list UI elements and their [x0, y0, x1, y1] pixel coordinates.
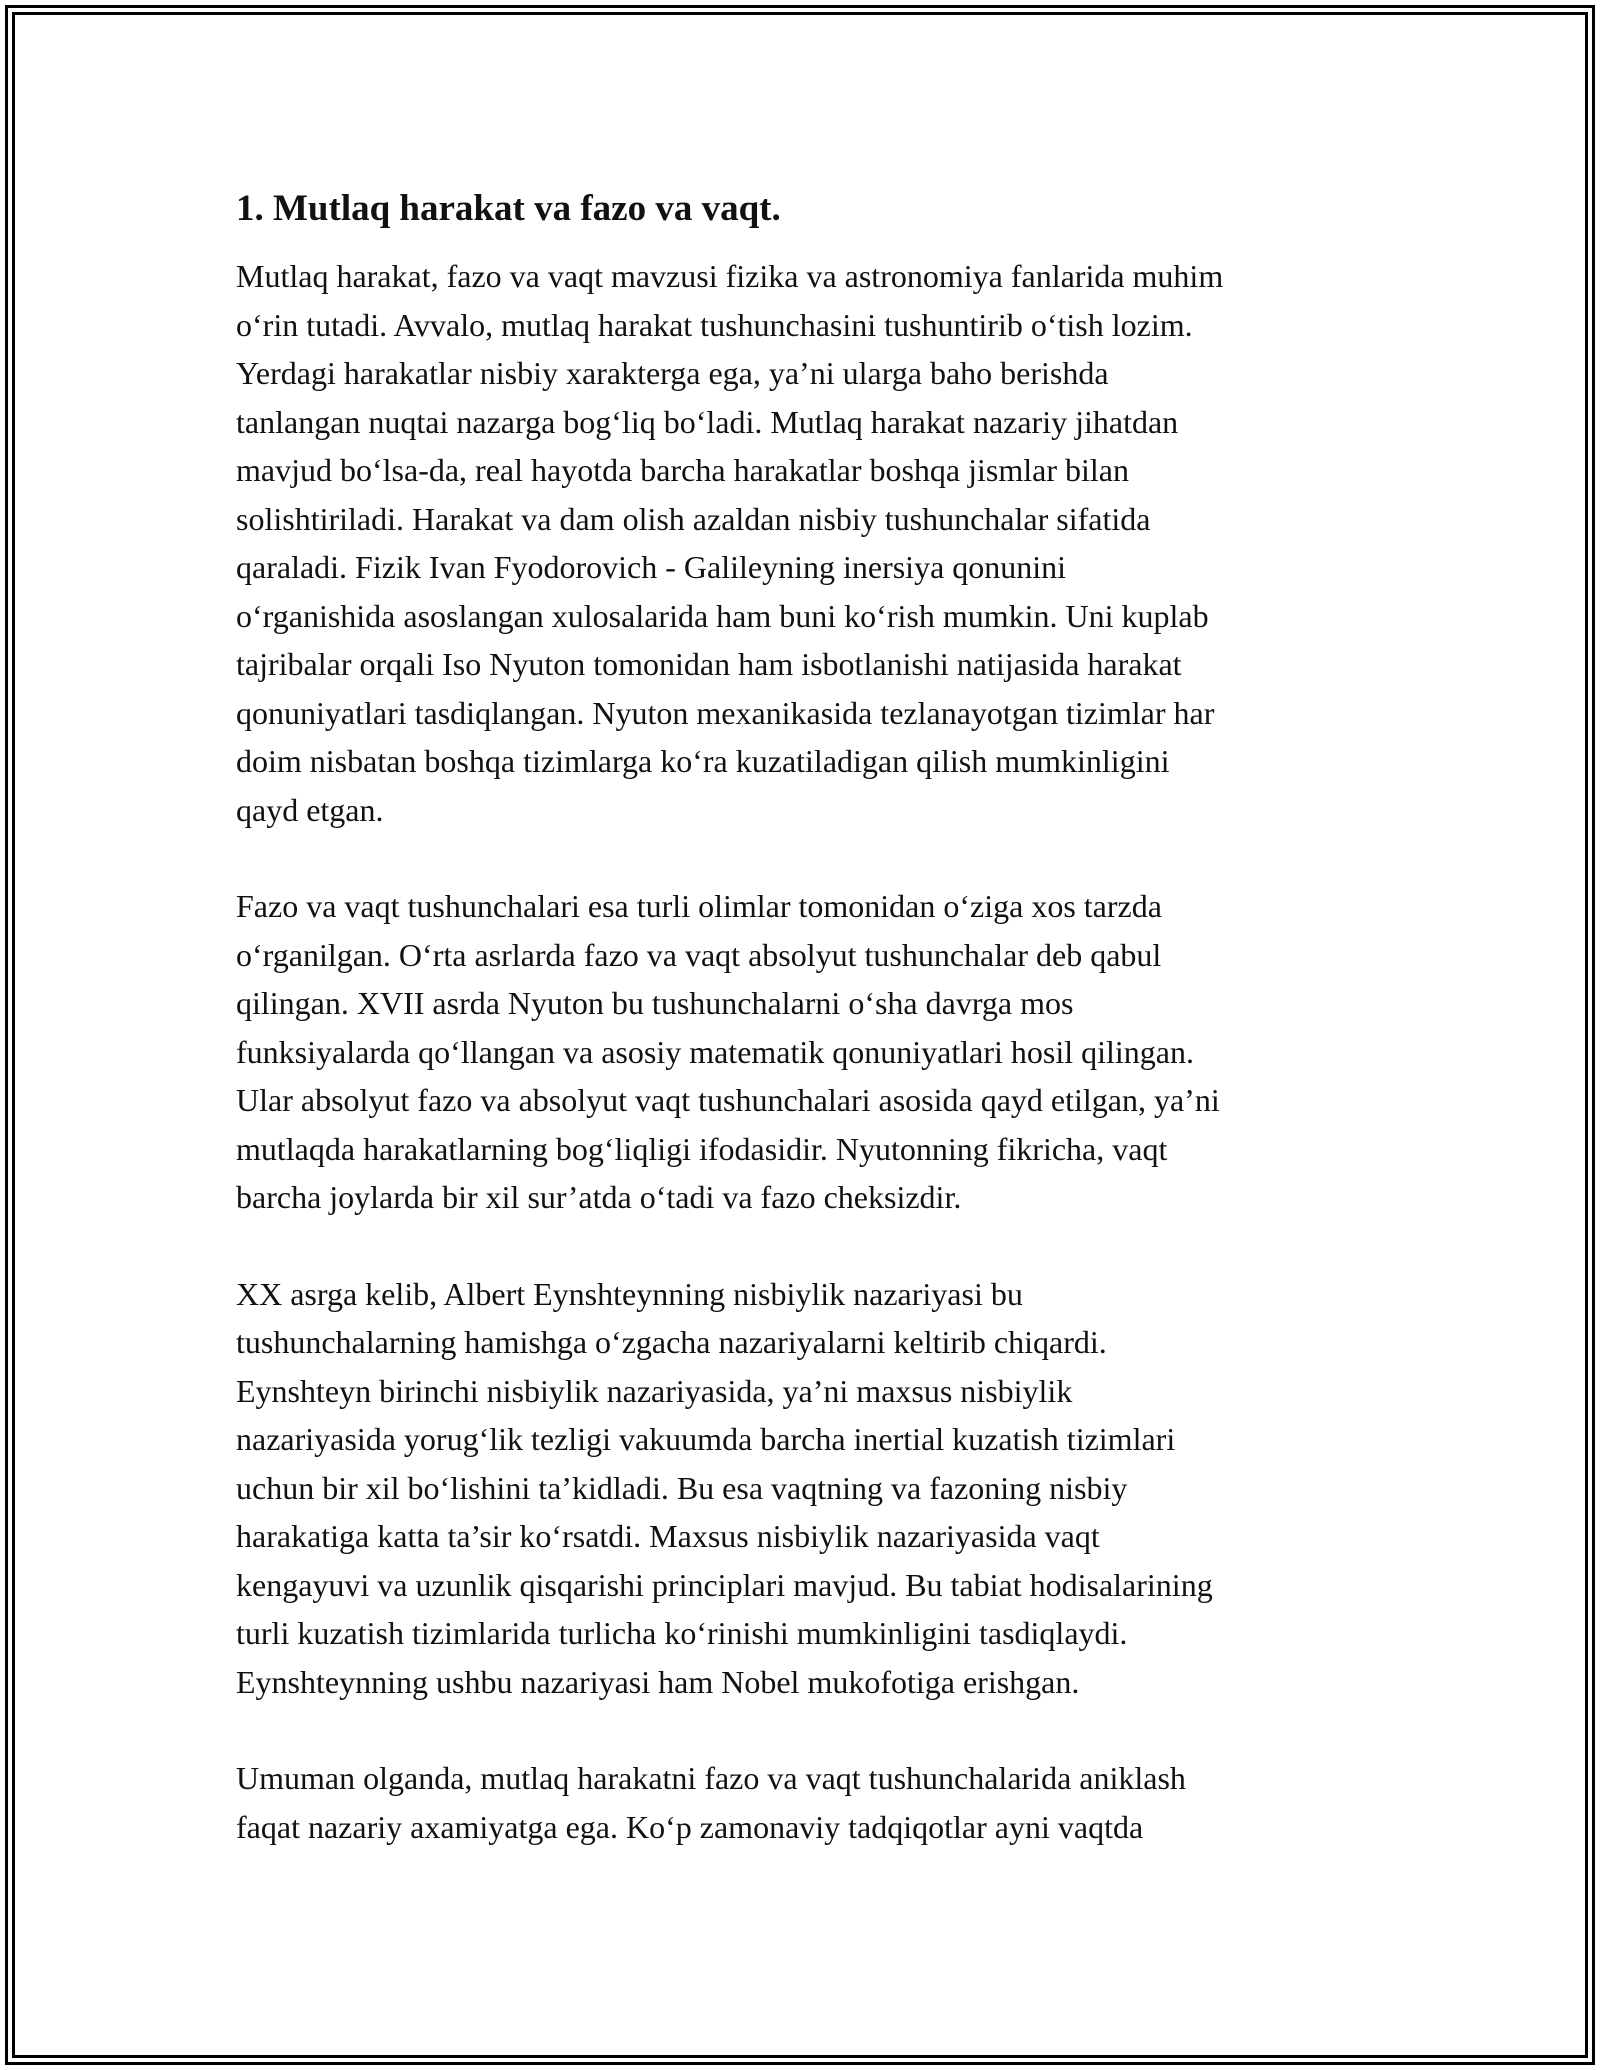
text-line: tushunchalarning hamishga o‘zgacha nazariyalarni keltirib chiqardi. [236, 1324, 1107, 1360]
text-line: uchun bir xil bo‘lishini ta’kidladi. Bu esa vaqtning va fazoning nisbiy [236, 1469, 1128, 1506]
text-line: Fazo va vaqt tushunchalari esa turli olimlar tomonidan o‘ziga xos tarzda [236, 888, 1162, 924]
text-line: solishtiriladi. Harakat va dam olish azaldan nisbiy tushunchalar sifatida [236, 500, 1151, 537]
paragraph-list [236, 252, 1376, 1851]
section-heading: 1. Mutlaq harakat va fazo va vaqt. [236, 188, 781, 229]
paragraph-2 [236, 882, 1376, 1222]
text-line: qonuniyatlari tasdiqlangan. Nyuton mexanikasida tezlanayotgan tizimlar har [236, 694, 1215, 731]
text-line: turli kuzatish tizimlarida turlicha ko‘rinishi mumkinligini tasdiqlaydi. [236, 1615, 1128, 1651]
document-body [236, 186, 1376, 1899]
text-line: doim nisbatan boshqa tizimlarga ko‘ra kuzatiladigan qilish mumkinligini [236, 743, 1170, 779]
text-line: qaraladi. Fizik Ivan Fyodorovich - Galileyning inersiya qonunini [236, 549, 1067, 585]
text-line: mutlaqda harakatlarning bog‘liqligi ifodasidir. Nyutonning fikricha, vaqt [236, 1130, 1168, 1167]
text-line: nazariyasida yorug‘lik tezligi vakuumda barcha inertial kuzatish tizimlari [236, 1421, 1176, 1457]
paragraph-1 [236, 252, 1376, 834]
text-line: tajribalar orqali Iso Nyuton tomonidan ham isbotlanishi natijasida harakat [236, 646, 1182, 682]
paragraph-3 [236, 1270, 1376, 1707]
text-line: XX asrga kelib, Albert Eynshteynning nisbiylik nazariyasi bu [236, 1275, 1023, 1312]
text-line: Umuman olganda, mutlaq harakatni fazo va vaqt tushunchalarida aniklash [236, 1760, 1186, 1796]
text-line: funksiyalarda qo‘llangan va asosiy matematik qonuniyatlari hosil qilingan. [236, 1033, 1194, 1070]
text-line: Eynshteynning ushbu nazariyasi ham Nobel mukofotiga erishgan. [236, 1663, 1080, 1700]
paragraph-4 [236, 1754, 1376, 1851]
text-line: qayd etgan. [236, 791, 384, 828]
text-line: o‘rin tutadi. Avvalo, mutlaq harakat tushunchasini tushuntirib o‘tish lozim. [236, 306, 1193, 343]
text-line: o‘rganishida asoslangan xulosalarida ham buni ko‘rish mumkin. Uni kuplab [236, 597, 1209, 634]
text-line: qilingan. XVII asrda Nyuton bu tushunchalarni o‘sha davrga mos [236, 985, 1074, 1021]
text-line: o‘rganilgan. O‘rta asrlarda fazo va vaqt absolyut tushunchalar deb qabul [236, 936, 1162, 973]
text-line: barcha joylarda bir xil sur’atda o‘tadi va fazo cheksizdir. [236, 1179, 962, 1215]
text-line: Yerdagi harakatlar nisbiy xarakterga ega, ya’ni ularga baho berishda [236, 355, 1109, 391]
text-line: harakatiga katta ta’sir ko‘rsatdi. Maxsus nisbiylik nazariyasida vaqt [236, 1518, 1100, 1554]
text-line: kengayuvi va uzunlik qisqarishi principlari mavjud. Bu tabiat hodisalarining [236, 1566, 1213, 1603]
text-line: Ular absolyut fazo va absolyut vaqt tushunchalari asosida qayd etilgan, ya’ni [236, 1082, 1220, 1118]
text-line: Mutlaq harakat, fazo va vaqt mavzusi fizika va astronomiya fanlarida muhim [236, 258, 1224, 294]
text-line: tanlangan nuqtai nazarga bog‘liq bo‘ladi. Mutlaq harakat nazariy jihatdan [236, 403, 1179, 440]
text-line: faqat nazariy axamiyatga ega. Ko‘p zamonaviy tadqiqotlar ayni vaqtda [236, 1808, 1144, 1845]
text-line: Eynshteyn birinchi nisbiylik nazariyasida, ya’ni maxsus nisbiylik [236, 1372, 1073, 1409]
text-line: mavjud bo‘lsa-da, real hayotda barcha harakatlar boshqa jismlar bilan [236, 452, 1129, 488]
